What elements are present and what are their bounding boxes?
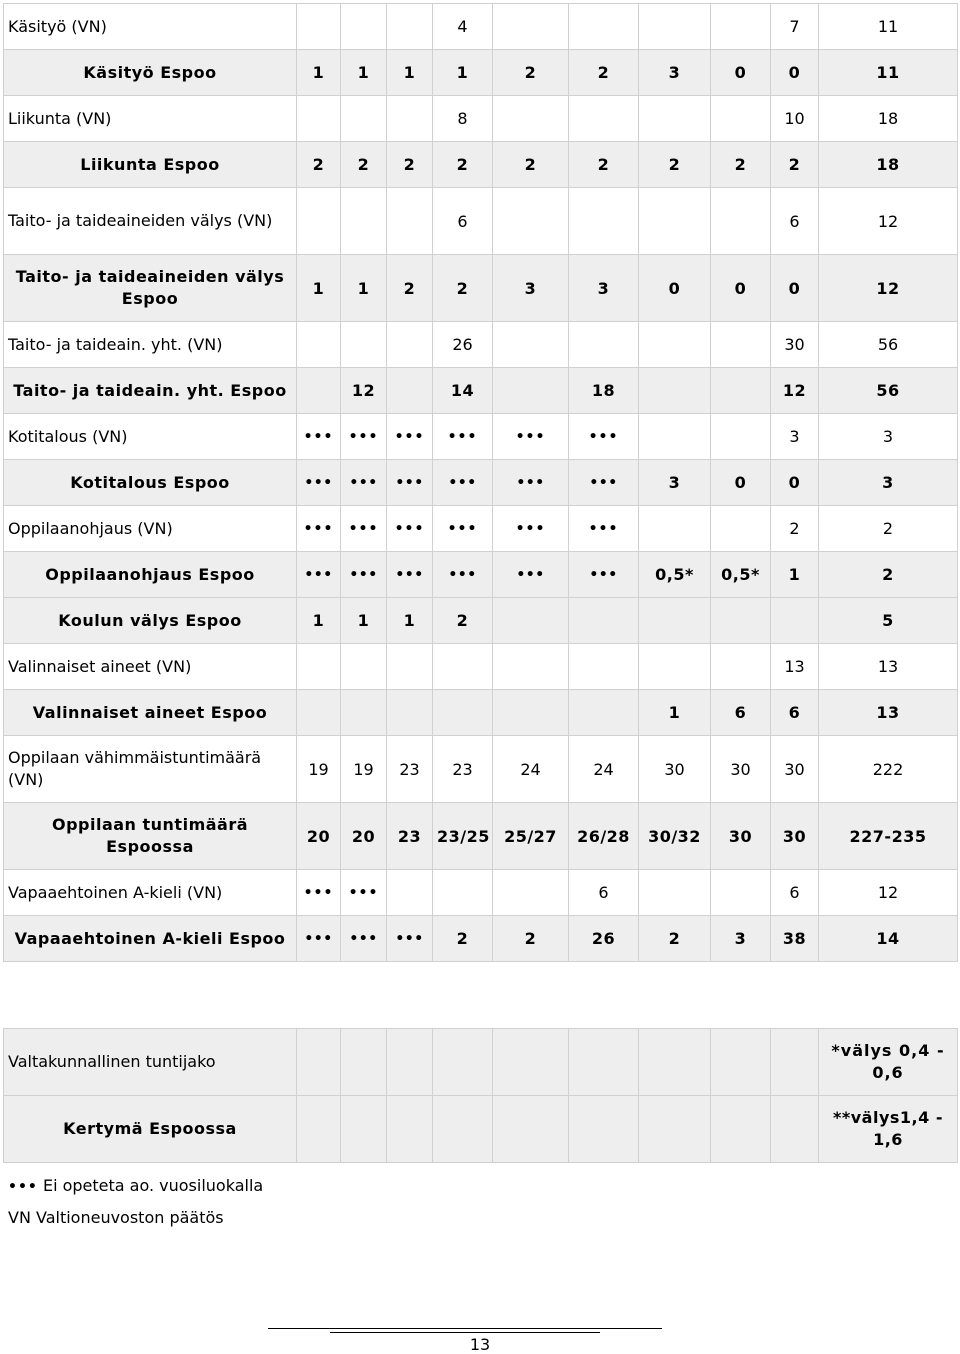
grade-cell	[341, 188, 387, 255]
grade-cell: 24	[493, 736, 569, 803]
summary-empty-cell	[433, 1096, 493, 1163]
grade-cell	[387, 690, 433, 736]
grade-cell: 2	[639, 916, 711, 962]
summary-empty-cell	[341, 1029, 387, 1096]
spacer-cell	[341, 962, 387, 1029]
row-label: Valinnaiset aineet Espoo	[4, 690, 297, 736]
grade-cell: •••	[433, 460, 493, 506]
row-label: Käsityö (VN)	[4, 4, 297, 50]
grade-cell	[569, 644, 639, 690]
grade-cell	[493, 322, 569, 368]
table-row	[4, 4, 958, 50]
summary-empty-cell	[341, 1096, 387, 1163]
grade-cell: •••	[387, 414, 433, 460]
grade-cell	[639, 644, 711, 690]
grade-cell: 0	[711, 255, 771, 322]
total-cell: 11	[819, 4, 958, 50]
total-cell: 12	[819, 188, 958, 255]
grade-cell	[569, 96, 639, 142]
table-row	[4, 460, 958, 506]
grade-cell: 38	[771, 916, 819, 962]
grade-cell: •••	[569, 460, 639, 506]
grade-cell	[569, 598, 639, 644]
not-taught-text: Ei opeteta ao. vuosiluokalla	[42, 1176, 264, 1195]
grade-cell	[387, 96, 433, 142]
grade-cell: 3	[639, 460, 711, 506]
summary-empty-cell	[569, 1029, 639, 1096]
grade-cell	[493, 870, 569, 916]
grade-cell: 25/27	[493, 803, 569, 870]
grade-cell	[341, 4, 387, 50]
total-cell: 56	[819, 322, 958, 368]
grade-cell: 7	[771, 4, 819, 50]
grade-cell: •••	[493, 414, 569, 460]
total-cell: 14	[819, 916, 958, 962]
footer-rule-inner	[330, 1332, 600, 1333]
total-cell: 12	[819, 870, 958, 916]
grade-cell: 1	[341, 598, 387, 644]
grade-cell: 3	[569, 255, 639, 322]
grade-cell	[493, 598, 569, 644]
grade-cell: •••	[387, 506, 433, 552]
grade-cell: 1	[387, 598, 433, 644]
grade-cell	[433, 690, 493, 736]
grade-cell: 6	[771, 870, 819, 916]
range-note: **välys1,4 - 1,6	[819, 1096, 958, 1163]
grade-cell	[639, 188, 711, 255]
summary-empty-cell	[711, 1029, 771, 1096]
grade-cell: •••	[387, 552, 433, 598]
grade-cell	[569, 322, 639, 368]
grade-cell: •••	[433, 414, 493, 460]
grade-cell	[639, 322, 711, 368]
grade-cell: 1	[341, 50, 387, 96]
grade-cell	[341, 644, 387, 690]
grade-cell	[297, 4, 341, 50]
grade-cell: 24	[569, 736, 639, 803]
grade-cell: •••	[297, 506, 341, 552]
grade-cell: 2	[387, 255, 433, 322]
table-row	[4, 916, 958, 962]
grade-cell	[297, 188, 341, 255]
grade-cell	[711, 414, 771, 460]
grade-cell: 0	[711, 50, 771, 96]
not-taught-symbol: •••	[8, 1179, 38, 1195]
row-label: Oppilaan tuntimäärä Espoossa	[4, 803, 297, 870]
grade-cell: 19	[341, 736, 387, 803]
grade-cell	[711, 644, 771, 690]
grade-cell	[711, 598, 771, 644]
grade-cell: 20	[297, 803, 341, 870]
grade-cell: 6	[771, 690, 819, 736]
grade-cell: •••	[297, 870, 341, 916]
grade-cell: 23	[387, 803, 433, 870]
grade-cell: •••	[341, 870, 387, 916]
grade-cell: 26	[433, 322, 493, 368]
summary-empty-cell	[493, 1029, 569, 1096]
grade-cell: 2	[433, 142, 493, 188]
grade-cell: 2	[433, 255, 493, 322]
grade-cell: 14	[433, 368, 493, 414]
total-cell: 2	[819, 506, 958, 552]
grade-cell: •••	[297, 552, 341, 598]
total-cell: 5	[819, 598, 958, 644]
grade-cell: 2	[493, 916, 569, 962]
grade-cell: 0	[639, 255, 711, 322]
grade-cell: 19	[297, 736, 341, 803]
grade-cell	[297, 690, 341, 736]
row-label: Vapaaehtoinen A-kieli (VN)	[4, 870, 297, 916]
grade-cell: 23/25	[433, 803, 493, 870]
grade-cell	[569, 188, 639, 255]
row-label: Taito- ja taideaineiden välys (VN)	[4, 188, 297, 255]
total-cell: 3	[819, 414, 958, 460]
grade-cell: •••	[569, 552, 639, 598]
table-row	[4, 598, 958, 644]
grade-cell: 4	[433, 4, 493, 50]
footer-rule	[268, 1328, 662, 1329]
summary-empty-cell	[433, 1029, 493, 1096]
grade-cell: 26/28	[569, 803, 639, 870]
grade-cell: 1	[639, 690, 711, 736]
row-label: Taito- ja taideain. yht. Espoo	[4, 368, 297, 414]
grade-cell: •••	[341, 506, 387, 552]
row-label: Oppilaanohjaus Espoo	[4, 552, 297, 598]
row-label: Koulun välys Espoo	[4, 598, 297, 644]
grade-cell: 2	[771, 142, 819, 188]
grade-cell: 8	[433, 96, 493, 142]
grade-cell	[493, 690, 569, 736]
grade-cell: 2	[493, 142, 569, 188]
grade-cell	[341, 96, 387, 142]
grade-cell	[493, 4, 569, 50]
grade-cell	[639, 870, 711, 916]
grade-cell	[639, 4, 711, 50]
grade-cell	[297, 322, 341, 368]
grade-cell: •••	[433, 552, 493, 598]
grade-cell: 2	[569, 142, 639, 188]
grade-cell: •••	[341, 552, 387, 598]
summary-empty-cell	[771, 1096, 819, 1163]
grade-cell	[341, 322, 387, 368]
grade-cell: •••	[297, 916, 341, 962]
grade-cell: 0	[711, 460, 771, 506]
total-cell: 222	[819, 736, 958, 803]
grade-cell	[711, 96, 771, 142]
grade-cell: 20	[341, 803, 387, 870]
row-label: Oppilaan vähimmäistuntimäärä (VN)	[4, 736, 297, 803]
total-cell: 3	[819, 460, 958, 506]
grade-cell: 30	[639, 736, 711, 803]
grade-cell	[387, 644, 433, 690]
grade-cell	[341, 690, 387, 736]
grade-cell	[433, 870, 493, 916]
grade-cell: 2	[771, 506, 819, 552]
grade-cell: 6	[433, 188, 493, 255]
table-row	[4, 736, 958, 803]
grade-cell: 6	[711, 690, 771, 736]
grade-cell: 2	[297, 142, 341, 188]
grade-cell: 1	[433, 50, 493, 96]
grade-cell	[493, 96, 569, 142]
grade-cell: •••	[341, 916, 387, 962]
grade-cell: 0	[771, 255, 819, 322]
table-row	[4, 255, 958, 322]
summary-empty-cell	[639, 1029, 711, 1096]
grade-cell: 3	[639, 50, 711, 96]
grade-cell	[771, 598, 819, 644]
grade-cell: 23	[433, 736, 493, 803]
spacer-row	[4, 962, 958, 1029]
grade-cell: 2	[493, 50, 569, 96]
grade-cell: •••	[433, 506, 493, 552]
grade-cell: 30	[771, 322, 819, 368]
page-number: 13	[469, 1335, 491, 1354]
total-cell: 227-235	[819, 803, 958, 870]
total-cell: 13	[819, 690, 958, 736]
grade-cell	[711, 322, 771, 368]
grade-cell: 1	[771, 552, 819, 598]
total-cell: 18	[819, 96, 958, 142]
row-label: Kotitalous (VN)	[4, 414, 297, 460]
grade-cell: •••	[387, 916, 433, 962]
grade-cell: 6	[569, 870, 639, 916]
grade-cell: 2	[341, 142, 387, 188]
total-cell: 12	[819, 255, 958, 322]
grade-cell	[387, 322, 433, 368]
grade-cell	[639, 598, 711, 644]
row-label: Käsityö Espoo	[4, 50, 297, 96]
grade-cell: 26	[569, 916, 639, 962]
grade-cell: 12	[771, 368, 819, 414]
grade-cell	[387, 4, 433, 50]
grade-cell: •••	[297, 460, 341, 506]
grade-cell: •••	[297, 414, 341, 460]
spacer-cell	[433, 962, 493, 1029]
spacer-cell	[4, 962, 297, 1029]
grade-cell	[297, 368, 341, 414]
grade-cell: •••	[493, 552, 569, 598]
grade-cell: 2	[639, 142, 711, 188]
summary-empty-cell	[771, 1029, 819, 1096]
grade-cell: •••	[341, 460, 387, 506]
summary-label: Kertymä Espoossa	[4, 1096, 297, 1163]
legend-dots	[8, 1176, 263, 1195]
grade-cell	[711, 4, 771, 50]
summary-empty-cell	[297, 1029, 341, 1096]
grade-cell	[711, 870, 771, 916]
grade-cell	[711, 368, 771, 414]
grade-cell: 18	[569, 368, 639, 414]
total-cell: 2	[819, 552, 958, 598]
grade-cell: 30	[771, 736, 819, 803]
grade-cell	[639, 506, 711, 552]
grade-cell: 30	[771, 803, 819, 870]
grade-cell	[639, 96, 711, 142]
grade-cell	[639, 368, 711, 414]
table-row	[4, 506, 958, 552]
spacer-cell	[387, 962, 433, 1029]
curriculum-hours-table	[3, 3, 958, 1163]
grade-cell: 12	[341, 368, 387, 414]
table-row	[4, 552, 958, 598]
table-row	[4, 803, 958, 870]
summary-label: Valtakunnallinen tuntijako	[4, 1029, 297, 1096]
spacer-cell	[297, 962, 341, 1029]
grade-cell: •••	[569, 506, 639, 552]
row-label: Liikunta Espoo	[4, 142, 297, 188]
grade-cell: 0,5*	[639, 552, 711, 598]
grade-cell: 3	[711, 916, 771, 962]
table-row	[4, 690, 958, 736]
grade-cell: •••	[569, 414, 639, 460]
grade-cell: •••	[341, 414, 387, 460]
summary-empty-cell	[387, 1029, 433, 1096]
summary-row	[4, 1029, 958, 1096]
grade-cell	[569, 690, 639, 736]
summary-empty-cell	[569, 1096, 639, 1163]
grade-cell: •••	[493, 460, 569, 506]
spacer-cell	[639, 962, 711, 1029]
table-row	[4, 644, 958, 690]
grade-cell: 2	[433, 598, 493, 644]
grade-cell: 30	[711, 736, 771, 803]
grade-cell: •••	[387, 460, 433, 506]
grade-cell	[387, 870, 433, 916]
spacer-cell	[711, 962, 771, 1029]
grade-cell: 1	[297, 255, 341, 322]
summary-row	[4, 1096, 958, 1163]
spacer-cell	[569, 962, 639, 1029]
summary-empty-cell	[387, 1096, 433, 1163]
grade-cell: 30/32	[639, 803, 711, 870]
table-row	[4, 96, 958, 142]
table-row	[4, 368, 958, 414]
row-label: Kotitalous Espoo	[4, 460, 297, 506]
grade-cell: 2	[387, 142, 433, 188]
spacer-cell	[819, 962, 958, 1029]
grade-cell: 6	[771, 188, 819, 255]
grade-cell	[297, 96, 341, 142]
grade-cell: 1	[341, 255, 387, 322]
grade-cell: 30	[711, 803, 771, 870]
grade-cell	[711, 188, 771, 255]
row-label: Liikunta (VN)	[4, 96, 297, 142]
table-row	[4, 414, 958, 460]
table-row	[4, 142, 958, 188]
row-label: Valinnaiset aineet (VN)	[4, 644, 297, 690]
total-cell: 56	[819, 368, 958, 414]
grade-cell: 0	[771, 460, 819, 506]
summary-empty-cell	[493, 1096, 569, 1163]
table-row	[4, 50, 958, 96]
row-label: Taito- ja taideaineiden välys Espoo	[4, 255, 297, 322]
grade-cell	[493, 188, 569, 255]
grade-cell: 0,5*	[711, 552, 771, 598]
grade-cell: 23	[387, 736, 433, 803]
spacer-cell	[771, 962, 819, 1029]
table-body	[4, 4, 958, 1163]
total-cell: 18	[819, 142, 958, 188]
grade-cell: 1	[387, 50, 433, 96]
table-row	[4, 188, 958, 255]
grade-cell	[387, 188, 433, 255]
grade-cell: 2	[569, 50, 639, 96]
legend-vn: VN Valtioneuvoston päätös	[8, 1208, 224, 1227]
spacer-cell	[493, 962, 569, 1029]
grade-cell	[639, 414, 711, 460]
summary-empty-cell	[297, 1096, 341, 1163]
grade-cell: 1	[297, 50, 341, 96]
summary-empty-cell	[639, 1096, 711, 1163]
grade-cell	[493, 644, 569, 690]
grade-cell	[711, 506, 771, 552]
grade-cell	[493, 368, 569, 414]
grade-cell	[433, 644, 493, 690]
row-label: Vapaaehtoinen A-kieli Espoo	[4, 916, 297, 962]
grade-cell	[387, 368, 433, 414]
grade-cell: 10	[771, 96, 819, 142]
grade-cell	[569, 4, 639, 50]
row-label: Taito- ja taideain. yht. (VN)	[4, 322, 297, 368]
grade-cell: 1	[297, 598, 341, 644]
summary-empty-cell	[711, 1096, 771, 1163]
table-row	[4, 870, 958, 916]
grade-cell	[297, 644, 341, 690]
grade-cell: •••	[493, 506, 569, 552]
grade-cell: 3	[771, 414, 819, 460]
grade-cell: 2	[433, 916, 493, 962]
table-row	[4, 322, 958, 368]
grade-cell: 0	[771, 50, 819, 96]
grade-cell: 2	[711, 142, 771, 188]
grade-cell: 13	[771, 644, 819, 690]
range-note: *välys 0,4 - 0,6	[819, 1029, 958, 1096]
row-label: Oppilaanohjaus (VN)	[4, 506, 297, 552]
total-cell: 13	[819, 644, 958, 690]
grade-cell: 3	[493, 255, 569, 322]
total-cell: 11	[819, 50, 958, 96]
